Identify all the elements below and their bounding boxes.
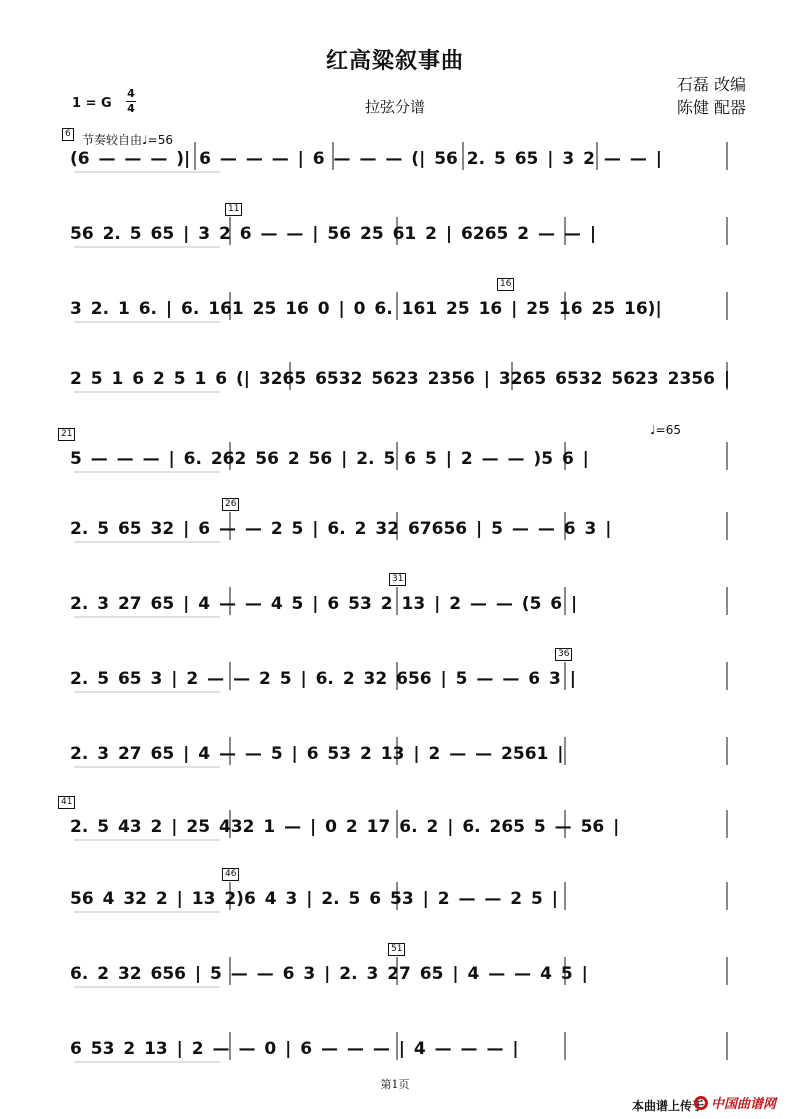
score-title: 红高粱叙事曲 [325, 48, 464, 74]
rehearsal-mark: 46 [222, 868, 239, 881]
orchestrator-credit: 陈健 配器 [676, 98, 746, 117]
tempo-later: ♩=65 [650, 423, 681, 437]
notation-line-13: 6 53 2 13 | 2 — — 0 | 6 — — — | 4 — — — | [70, 1039, 519, 1059]
notation-line-11: 56 4 32 2 | 13 2)6 4 3 | 2. 5 6 53 | 2 — — 2 5 | [70, 889, 559, 909]
notation-line-10: 2. 5 43 2 | 25 432 1 — | 0 2 17 6. 2 | 6. 265 5 — 56 | [70, 817, 620, 837]
notation-line-4: 2 5 1 6 2 5 1 6 (| 3265 6532 5623 2356 | 3265 6532 5623 2356 | [70, 369, 730, 389]
rehearsal-mark: 21 [58, 428, 75, 441]
notation-line-9: 2. 3 27 65 | 4 — — 5 | 6 53 2 13 | 2 — — 2561 | [70, 744, 564, 764]
rehearsal-mark: 36 [555, 648, 572, 661]
rehearsal-mark: 51 [388, 943, 405, 956]
time-denominator: 4 [127, 102, 135, 115]
notation-line-2: 56 2. 5 65 | 3 2 6 — — | 56 25 61 2 | 6265 2 — — | [70, 224, 597, 244]
rehearsal-mark: 31 [389, 573, 406, 586]
notation-line-3: 3 2. 1 6. | 6. 161 25 16 0 | 0 6. 161 25 16 | 25 16 25 16)| [70, 299, 662, 319]
arranger-credit: 石磊 改编 [676, 75, 746, 94]
tempo-intro: 节奏较自由♩=56 [82, 133, 173, 147]
rehearsal-mark: 11 [225, 203, 242, 216]
rehearsal-mark: 26 [222, 498, 239, 511]
notation-line-1: (6 — — — )| 6 — — — | 6 — — — (| 56 2. 5 65 | 3 2 — — | [70, 149, 662, 169]
upload-note: 本曲谱上传于 [631, 1099, 704, 1113]
site-name: 中国曲谱网 [710, 1097, 776, 1112]
score-subtitle: 拉弦分谱 [364, 98, 425, 116]
key-signature: 1 = G [72, 96, 112, 111]
notation-line-6: 2. 5 65 32 | 6 — — 2 5 | 6. 2 32 67656 | 5 — — 6 3 | [70, 519, 612, 539]
rehearsal-mark: 41 [58, 796, 75, 809]
rehearsal-mark: 16 [497, 278, 514, 291]
time-numerator: 4 [127, 87, 135, 100]
notation-line-7: 2. 3 27 65 | 4 — — 4 5 | 6 53 2 13 | 2 — — (5 6 | [70, 594, 578, 614]
notation-line-5: 5 — — — | 6. 262 56 2 56 | 2. 5 6 5 | 2 — — )5 6 | [70, 449, 589, 469]
site-logo-icon [694, 1096, 708, 1110]
page-number: 第1页 [380, 1078, 410, 1091]
notation-line-12: 6. 2 32 656 | 5 — — 6 3 | 2. 3 27 65 | 4 — — 4 5 | [70, 964, 588, 984]
notation-line-8: 2. 5 65 3 | 2 — — 2 5 | 6. 2 32 656 | 5 — — 6 3 | [70, 669, 576, 689]
rehearsal-mark: 6 [62, 128, 74, 141]
site-logo[interactable] [694, 1093, 776, 1112]
